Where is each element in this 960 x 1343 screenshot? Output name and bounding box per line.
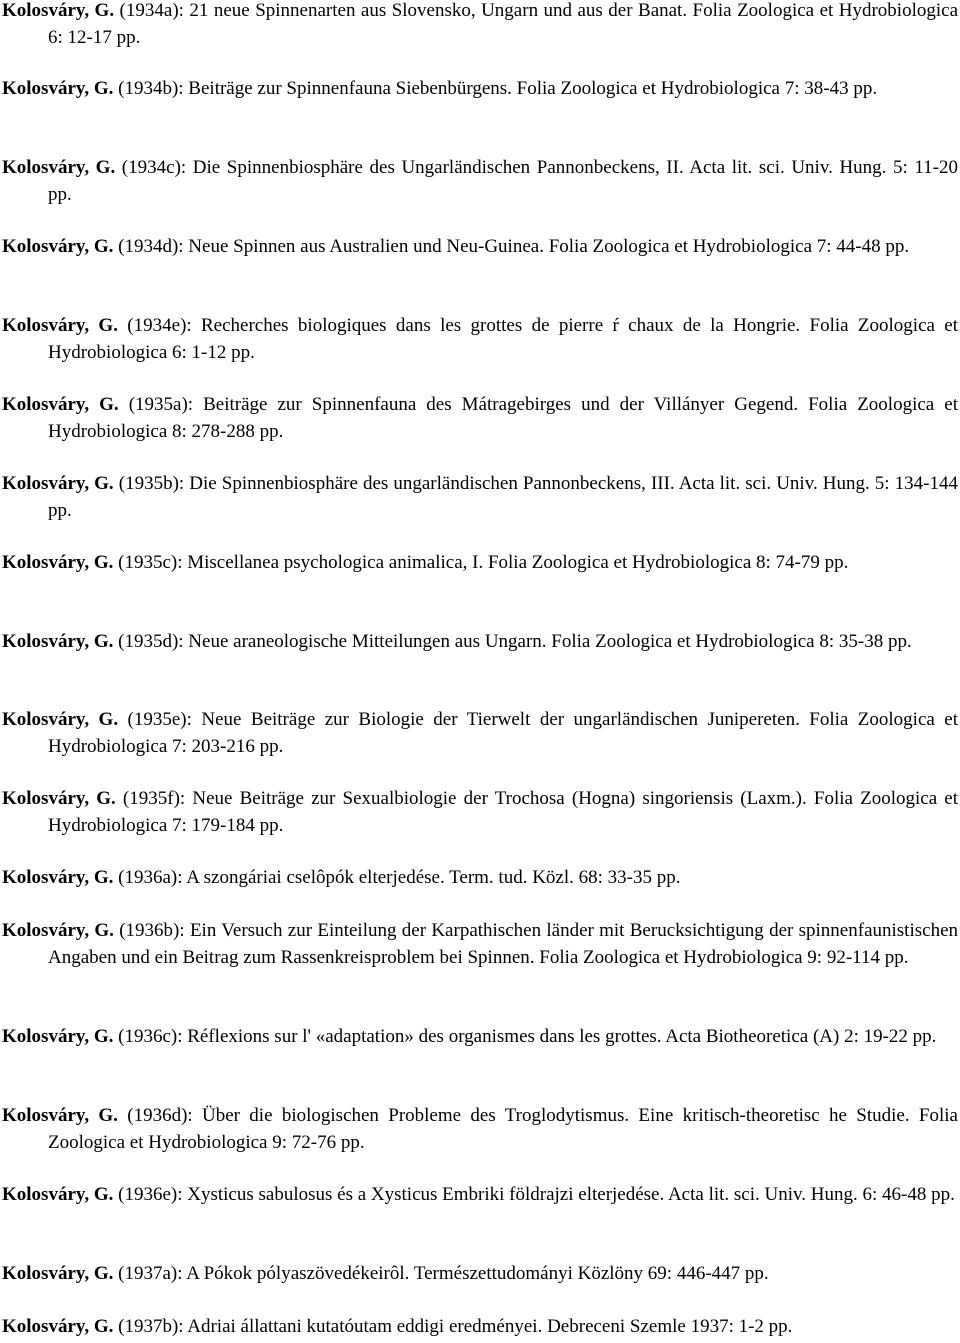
reference-entry xyxy=(2,76,958,103)
reference-author: Kolosváry, G. xyxy=(2,1105,118,1126)
reference-text: (1935c): Miscellanea psychologica animalica, I. Folia Zoologica et Hydrobiologica 8: 74-79 pp. xyxy=(113,552,849,573)
reference-author: Kolosváry, G. xyxy=(2,394,119,415)
reference-author: Kolosváry, G. xyxy=(2,1026,114,1047)
reference-text: (1936c): Réflexions sur l' «adaptation» des organismes dans les grottes. Acta Biotheoretica (A) 2: 19-22 pp. xyxy=(113,1026,937,1047)
reference-author: Kolosváry, G. xyxy=(2,920,114,941)
reference-text: (1935f): Neue Beiträge zur Sexualbiologie der Trochosa (Hogna) singoriensis (Laxm.). Folia Zoologica et Hydrobiologica 7: 179-184 pp. xyxy=(48,788,959,836)
reference-text: (1937a): A Pókok pólyaszövedékeirôl. Természettudományi Közlöny 69: 446-447 pp. xyxy=(113,1263,769,1284)
reference-author: Kolosváry, G. xyxy=(2,157,116,178)
reference-author: Kolosváry, G. xyxy=(2,1316,114,1337)
reference-text: (1934e): Recherches biologiques dans les grottes de pierre ŕ chaux de la Hongrie. Folia Zoologica et Hydrobiologica 6: 1-12 pp. xyxy=(48,315,958,363)
reference-entry xyxy=(2,0,958,51)
reference-text: (1935e): Neue Beiträge zur Biologie der Tierwelt der ungarländischen Junipereten. Folia Zoologica et Hydrobiologica 7: 203-216 pp. xyxy=(48,709,958,757)
reference-author: Kolosváry, G. xyxy=(2,1184,114,1205)
reference-entry xyxy=(2,1314,958,1341)
reference-entry xyxy=(2,865,958,892)
reference-entry xyxy=(2,1182,958,1209)
reference-entry xyxy=(2,550,958,577)
reference-text: (1935a): Beiträge zur Spinnenfauna des Mátragebirges und der Villányer Gegend. Folia Zoologica et Hydrobiologica 8: 278-288 pp. xyxy=(48,394,958,442)
reference-author: Kolosváry, G. xyxy=(2,552,114,573)
reference-entry xyxy=(2,918,958,971)
reference-entry xyxy=(2,629,958,656)
reference-text: (1935b): Die Spinnenbiosphäre des ungarländischen Pannonbeckens, III. Acta lit. sci. Univ. Hung. 5: 134-144 pp. xyxy=(48,473,958,521)
reference-text: (1936a): A szongáriai cselôpók elterjedése. Term. tud. Közl. 68: 33-35 pp. xyxy=(113,867,681,888)
reference-author: Kolosváry, G. xyxy=(2,709,119,730)
reference-entry xyxy=(2,392,958,445)
reference-author: Kolosváry, G. xyxy=(2,0,115,21)
reference-text: (1936e): Xysticus sabulosus és a Xysticus Embriki földrajzi elterjedése. Acta lit. sci. Univ. Hung. 6: 46-48 pp. xyxy=(113,1184,955,1205)
reference-author: Kolosváry, G. xyxy=(2,631,114,652)
reference-entry xyxy=(2,155,958,208)
reference-entry xyxy=(2,471,958,524)
reference-entry xyxy=(2,707,958,760)
reference-text: (1935d): Neue araneologische Mitteilungen aus Ungarn. Folia Zoologica et Hydrobiologica 8: 35-38 pp. xyxy=(113,631,912,652)
reference-author: Kolosváry, G. xyxy=(2,788,116,809)
reference-author: Kolosváry, G. xyxy=(2,473,114,494)
reference-author: Kolosváry, G. xyxy=(2,78,114,99)
reference-text: (1937b): Adriai állattani kutatóutam eddigi eredményei. Debreceni Szemle 1937: 1-2 pp. xyxy=(113,1316,793,1337)
reference-entry xyxy=(2,1261,958,1288)
reference-author: Kolosváry, G. xyxy=(2,315,118,336)
reference-entry xyxy=(2,1103,958,1156)
reference-text: (1934b): Beiträge zur Spinnenfauna Siebenbürgens. Folia Zoologica et Hydrobiologica 7: 38-43 pp. xyxy=(113,78,878,99)
reference-entry xyxy=(2,234,958,261)
reference-text: (1934c): Die Spinnenbiosphäre des Ungarländischen Pannonbeckens, II. Acta lit. sci. Univ. Hung. 5: 11-20 pp. xyxy=(48,157,959,205)
reference-text: (1936b): Ein Versuch zur Einteilung der Karpathischen länder mit Berucksichtigung der spinnenfaunistischen Angaben und ein Beitrag zum Rassenkreisproblem bei Spinnen. Folia Zoologica et Hydrobiologica 9: 92-114 pp. xyxy=(48,920,958,968)
reference-entry xyxy=(2,786,958,839)
reference-entry xyxy=(2,1024,958,1051)
reference-author: Kolosváry, G. xyxy=(2,867,114,888)
reference-text: (1936d): Über die biologischen Probleme des Troglodytismus. Eine kritisch-theoretisc he Studie. Folia Zoologica et Hydrobiologica 9: 72-76 pp. xyxy=(48,1105,958,1153)
reference-text: (1934d): Neue Spinnen aus Australien und Neu-Guinea. Folia Zoologica et Hydrobiologica 7: 44-48 pp. xyxy=(113,236,910,257)
reference-entry xyxy=(2,313,958,366)
reference-author: Kolosváry, G. xyxy=(2,1263,114,1284)
reference-author: Kolosváry, G. xyxy=(2,236,114,257)
reference-text: (1934a): 21 neue Spinnenarten aus Slovensko, Ungarn und aus der Banat. Folia Zoologica et Hydrobiologica 6: 12-17 pp. xyxy=(48,0,959,48)
